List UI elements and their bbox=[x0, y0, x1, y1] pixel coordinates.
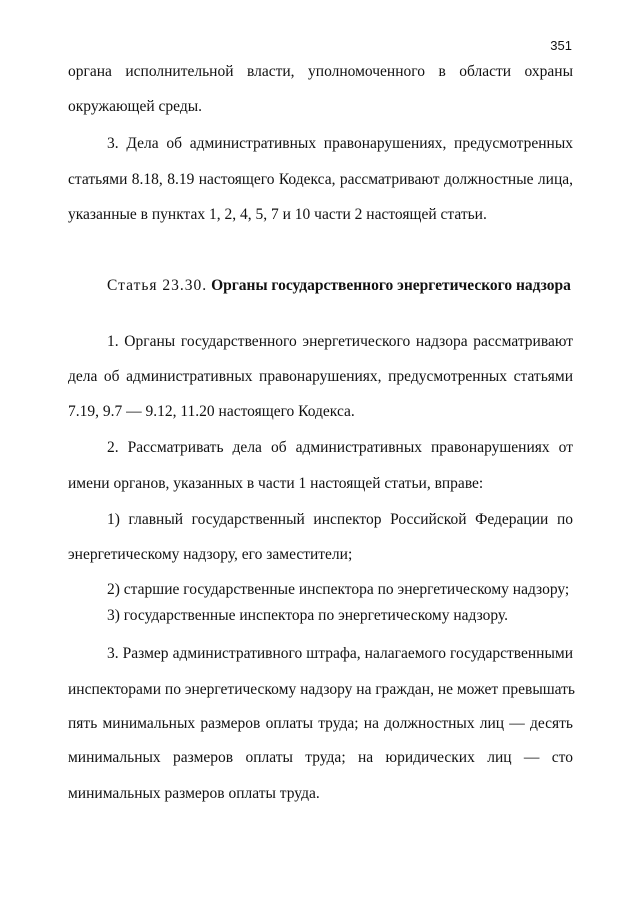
paragraph-line: пять минимальных размеров оплаты труда; на должностных лиц — десять bbox=[68, 715, 573, 732]
article-heading bbox=[107, 276, 573, 296]
paragraph-line: 2. Рассматривать дела об административных правонарушениях от bbox=[107, 439, 573, 456]
paragraph-line: энергетическому надзору, его заместители; bbox=[68, 546, 353, 563]
paragraph-line: статьями 8.18, 8.19 настоящего Кодекса, рассматривают должностные лица, bbox=[68, 171, 573, 188]
paragraph-line: дела об административных правонарушениях, предусмотренных статьями bbox=[68, 368, 573, 385]
paragraph-line: 2) старшие государственные инспектора по энергетическому надзору; bbox=[107, 581, 570, 598]
paragraph-line: минимальных размеров оплаты труда. bbox=[68, 785, 320, 802]
paragraph-line: 7.19, 9.7 — 9.12, 11.20 настоящего Кодекса. bbox=[68, 403, 355, 420]
paragraph-line: имени органов, указанных в части 1 настоящей статьи, вправе: bbox=[68, 475, 484, 492]
article-title: Органы государственного энергетического надзора bbox=[211, 277, 571, 294]
paragraph-line: 3. Размер административного штрафа, налагаемого государственными bbox=[107, 645, 573, 662]
paragraph-line: 3. Дела об административных правонарушениях, предусмотренных bbox=[107, 135, 573, 152]
paragraph-line: органа исполнительной власти, уполномоченного в области охраны bbox=[68, 63, 573, 80]
paragraph-line: окружающей среды. bbox=[68, 98, 203, 115]
paragraph-line: минимальных размеров оплаты труда; на юридических лиц — сто bbox=[68, 749, 573, 766]
article-number: Статья 23.30. bbox=[107, 277, 208, 294]
page-number: 351 bbox=[550, 38, 572, 53]
paragraph-line: 3) государственные инспектора по энергетическому надзору. bbox=[107, 607, 508, 624]
paragraph-line: инспекторами по энергетическому надзору на граждан, не может превышать bbox=[68, 681, 575, 698]
paragraph-line: указанные в пунктах 1, 2, 4, 5, 7 и 10 части 2 настоящей статьи. bbox=[68, 206, 487, 223]
paragraph-line: 1) главный государственный инспектор Российской Федерации по bbox=[107, 511, 573, 528]
paragraph-line: 1. Органы государственного энергетического надзора рассматривают bbox=[107, 333, 573, 350]
